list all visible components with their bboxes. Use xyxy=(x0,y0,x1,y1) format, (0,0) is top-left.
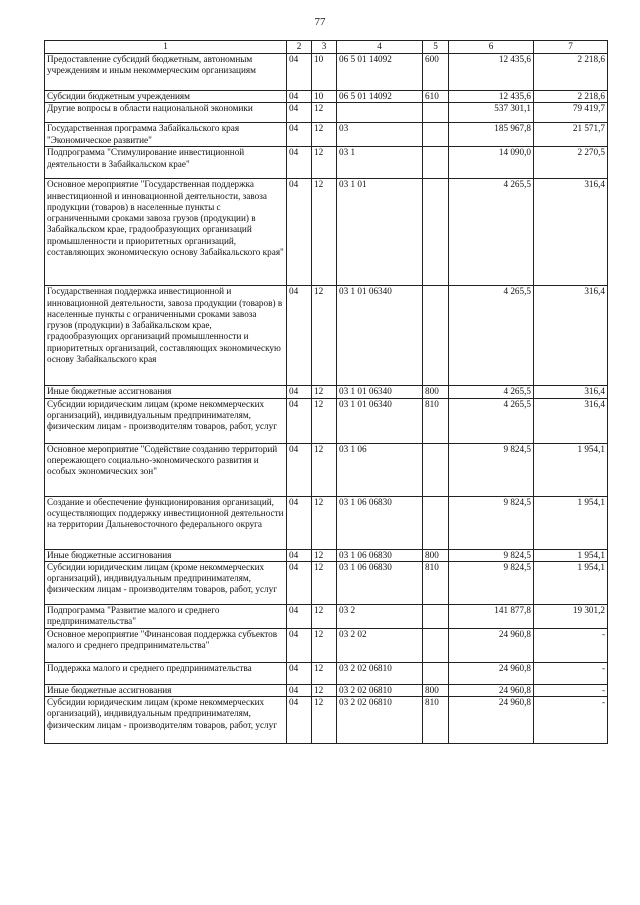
table-row xyxy=(45,443,608,496)
row-section-code: 04 xyxy=(287,662,312,684)
table-row xyxy=(45,123,608,147)
row-section-code: 04 xyxy=(287,697,312,744)
row-expense-type-code xyxy=(423,443,449,496)
row-target-article-code: 03 1 01 06340 xyxy=(337,286,423,386)
row-expense-type-code xyxy=(423,179,449,286)
row-name: Субсидии юридическим лицам (кроме некоммерческих организаций), индивидуальным предпринимателям, физическим лицам - производителям товаров, работ, услуг xyxy=(45,697,287,744)
row-section-code: 04 xyxy=(287,549,312,561)
column-header: 1 xyxy=(45,41,287,54)
row-amount-col7: 2 270,5 xyxy=(534,147,608,179)
row-target-article-code: 03 1 06 06830 xyxy=(337,496,423,549)
row-subsection-code: 12 xyxy=(312,662,337,684)
row-amount-col6: 4 265,5 xyxy=(449,386,534,398)
row-section-code: 04 xyxy=(287,147,312,179)
row-name: Субсидии бюджетным учреждениям xyxy=(45,91,287,103)
column-header: 6 xyxy=(449,41,534,54)
table-row xyxy=(45,386,608,398)
row-subsection-code: 12 xyxy=(312,123,337,147)
budget-table xyxy=(44,40,608,744)
row-subsection-code: 12 xyxy=(312,697,337,744)
column-header: 4 xyxy=(337,41,423,54)
row-subsection-code: 12 xyxy=(312,496,337,549)
row-amount-col6: 9 824,5 xyxy=(449,496,534,549)
row-amount-col6: 141 877,8 xyxy=(449,604,534,628)
row-target-article-code: 03 1 xyxy=(337,147,423,179)
table-header-row xyxy=(45,41,608,54)
row-section-code: 04 xyxy=(287,604,312,628)
table-row xyxy=(45,91,608,103)
column-header: 7 xyxy=(534,41,608,54)
table-row xyxy=(45,398,608,443)
row-section-code: 04 xyxy=(287,386,312,398)
row-section-code: 04 xyxy=(287,54,312,91)
row-subsection-code: 12 xyxy=(312,684,337,696)
row-subsection-code: 12 xyxy=(312,549,337,561)
row-amount-col6: 24 960,8 xyxy=(449,684,534,696)
row-section-code: 04 xyxy=(287,398,312,443)
row-subsection-code: 12 xyxy=(312,628,337,662)
row-expense-type-code: 610 xyxy=(423,91,449,103)
row-amount-col7: 1 954,1 xyxy=(534,496,608,549)
row-amount-col6: 4 265,5 xyxy=(449,398,534,443)
row-amount-col7: 2 218,6 xyxy=(534,91,608,103)
row-amount-col7: 316,4 xyxy=(534,179,608,286)
table-row xyxy=(45,604,608,628)
row-section-code: 04 xyxy=(287,684,312,696)
row-target-article-code: 03 1 06 06830 xyxy=(337,561,423,604)
row-expense-type-code: 810 xyxy=(423,561,449,604)
row-subsection-code: 12 xyxy=(312,386,337,398)
row-target-article-code: 03 1 01 06340 xyxy=(337,386,423,398)
row-expense-type-code xyxy=(423,286,449,386)
row-name: Иные бюджетные ассигнования xyxy=(45,386,287,398)
row-subsection-code: 10 xyxy=(312,54,337,91)
row-amount-col6: 9 824,5 xyxy=(449,443,534,496)
table-row xyxy=(45,561,608,604)
row-expense-type-code xyxy=(423,604,449,628)
row-section-code: 04 xyxy=(287,628,312,662)
row-amount-col7: 1 954,1 xyxy=(534,443,608,496)
row-target-article-code: 03 1 01 xyxy=(337,179,423,286)
table-row xyxy=(45,103,608,123)
row-amount-col6: 4 265,5 xyxy=(449,286,534,386)
row-subsection-code: 12 xyxy=(312,103,337,123)
row-name: Другие вопросы в области национальной экономики xyxy=(45,103,287,123)
row-amount-col6: 4 265,5 xyxy=(449,179,534,286)
row-amount-col6: 24 960,8 xyxy=(449,697,534,744)
row-expense-type-code xyxy=(423,662,449,684)
row-subsection-code: 12 xyxy=(312,147,337,179)
page-number: 77 xyxy=(314,16,326,28)
row-amount-col6: 12 435,6 xyxy=(449,91,534,103)
row-amount-col7: 316,4 xyxy=(534,286,608,386)
row-amount-col7: 19 301,2 xyxy=(534,604,608,628)
row-target-article-code: 06 5 01 14092 xyxy=(337,91,423,103)
row-expense-type-code xyxy=(423,147,449,179)
row-amount-col7: 1 954,1 xyxy=(534,561,608,604)
row-target-article-code: 03 2 02 xyxy=(337,628,423,662)
row-name: Поддержка малого и среднего предпринимательства xyxy=(45,662,287,684)
table-row xyxy=(45,697,608,744)
row-subsection-code: 12 xyxy=(312,179,337,286)
row-target-article-code: 03 1 06 06830 xyxy=(337,549,423,561)
row-amount-col6: 185 967,8 xyxy=(449,123,534,147)
row-amount-col7: 21 571,7 xyxy=(534,123,608,147)
row-expense-type-code xyxy=(423,628,449,662)
row-name: Субсидии юридическим лицам (кроме некоммерческих организаций), индивидуальным предпринимателям, физическим лицам - производителям товаров, работ, услуг xyxy=(45,398,287,443)
row-amount-col7: 316,4 xyxy=(534,398,608,443)
row-subsection-code: 12 xyxy=(312,604,337,628)
row-target-article-code: 06 5 01 14092 xyxy=(337,54,423,91)
row-amount-col7: 316,4 xyxy=(534,386,608,398)
table-row xyxy=(45,662,608,684)
row-name: Иные бюджетные ассигнования xyxy=(45,549,287,561)
row-target-article-code: 03 2 02 06810 xyxy=(337,662,423,684)
row-subsection-code: 12 xyxy=(312,443,337,496)
row-amount-col6: 12 435,6 xyxy=(449,54,534,91)
column-header: 3 xyxy=(312,41,337,54)
row-target-article-code xyxy=(337,103,423,123)
row-amount-col7: 2 218,6 xyxy=(534,54,608,91)
row-section-code: 04 xyxy=(287,91,312,103)
row-section-code: 04 xyxy=(287,103,312,123)
row-amount-col6: 24 960,8 xyxy=(449,662,534,684)
row-target-article-code: 03 2 02 06810 xyxy=(337,684,423,696)
row-name: Субсидии юридическим лицам (кроме некоммерческих организаций), индивидуальным предпринимателям, физическим лицам - производителям товаров, работ, услуг xyxy=(45,561,287,604)
row-subsection-code: 12 xyxy=(312,398,337,443)
row-name: Государственная программа Забайкальского края "Экономическое развитие" xyxy=(45,123,287,147)
row-amount-col6: 537 301,1 xyxy=(449,103,534,123)
row-amount-col6: 9 824,5 xyxy=(449,549,534,561)
row-name: Создание и обеспечение функционирования организаций, осуществляющих поддержку инвестиционной деятельности на территории Дальневосточного федерального округа xyxy=(45,496,287,549)
row-target-article-code: 03 2 xyxy=(337,604,423,628)
row-target-article-code: 03 1 06 xyxy=(337,443,423,496)
row-name: Основное мероприятие "Содействие созданию территорий опережающего социально-экономического развития и особых экономических зон" xyxy=(45,443,287,496)
row-amount-col7: - xyxy=(534,684,608,696)
row-name: Предоставление субсидий бюджетным, автономным учреждениям и иным некоммерческим организациям xyxy=(45,54,287,91)
table-row xyxy=(45,179,608,286)
row-name: Подпрограмма "Развитие малого и среднего предпринимательства" xyxy=(45,604,287,628)
row-expense-type-code: 810 xyxy=(423,697,449,744)
row-section-code: 04 xyxy=(287,123,312,147)
row-expense-type-code: 810 xyxy=(423,398,449,443)
row-expense-type-code: 800 xyxy=(423,386,449,398)
table-row xyxy=(45,628,608,662)
table-row xyxy=(45,549,608,561)
row-target-article-code: 03 2 02 06810 xyxy=(337,697,423,744)
column-header: 5 xyxy=(423,41,449,54)
table-row xyxy=(45,147,608,179)
row-subsection-code: 12 xyxy=(312,561,337,604)
row-expense-type-code: 800 xyxy=(423,684,449,696)
row-subsection-code: 10 xyxy=(312,91,337,103)
row-section-code: 04 xyxy=(287,286,312,386)
row-subsection-code: 12 xyxy=(312,286,337,386)
table-row xyxy=(45,286,608,386)
column-header: 2 xyxy=(287,41,312,54)
row-amount-col6: 24 960,8 xyxy=(449,628,534,662)
row-target-article-code: 03 xyxy=(337,123,423,147)
row-expense-type-code xyxy=(423,496,449,549)
table-row xyxy=(45,684,608,696)
row-name: Иные бюджетные ассигнования xyxy=(45,684,287,696)
row-section-code: 04 xyxy=(287,179,312,286)
row-section-code: 04 xyxy=(287,443,312,496)
table-row xyxy=(45,496,608,549)
row-amount-col6: 9 824,5 xyxy=(449,561,534,604)
row-expense-type-code xyxy=(423,123,449,147)
row-amount-col7: - xyxy=(534,662,608,684)
row-expense-type-code: 800 xyxy=(423,549,449,561)
row-expense-type-code: 600 xyxy=(423,54,449,91)
row-amount-col6: 14 090,0 xyxy=(449,147,534,179)
row-section-code: 04 xyxy=(287,496,312,549)
table-row xyxy=(45,54,608,91)
row-target-article-code: 03 1 01 06340 xyxy=(337,398,423,443)
row-name: Основное мероприятие "Государственная поддержка инвестиционной и инновационной деятельности, завоза продукции (товаров) в населенные пункты с ограниченными сроками завоза грузов (продукции) в Забайкальском крае, градообразующих организаций промышленности и приоритетных организаций, составляющих экономическую основу Забайкальского края" xyxy=(45,179,287,286)
row-amount-col7: 1 954,1 xyxy=(534,549,608,561)
row-expense-type-code xyxy=(423,103,449,123)
row-name: Подпрограмма "Стимулирование инвестиционной деятельности в Забайкальском крае" xyxy=(45,147,287,179)
row-amount-col7: - xyxy=(534,697,608,744)
row-name: Основное мероприятие "Финансовая поддержка субъектов малого и среднего предпринимательства" xyxy=(45,628,287,662)
row-name: Государственная поддержка инвестиционной и инновационной деятельности, завоза продукции (товаров) в населенные пункты с ограниченными сроками завоза грузов (продукции) в Забайкальском крае, градообразующих организаций промышленности и приоритетных организаций, составляющих экономическую основу Забайкальского края xyxy=(45,286,287,386)
row-amount-col7: - xyxy=(534,628,608,662)
row-section-code: 04 xyxy=(287,561,312,604)
row-amount-col7: 79 419,7 xyxy=(534,103,608,123)
